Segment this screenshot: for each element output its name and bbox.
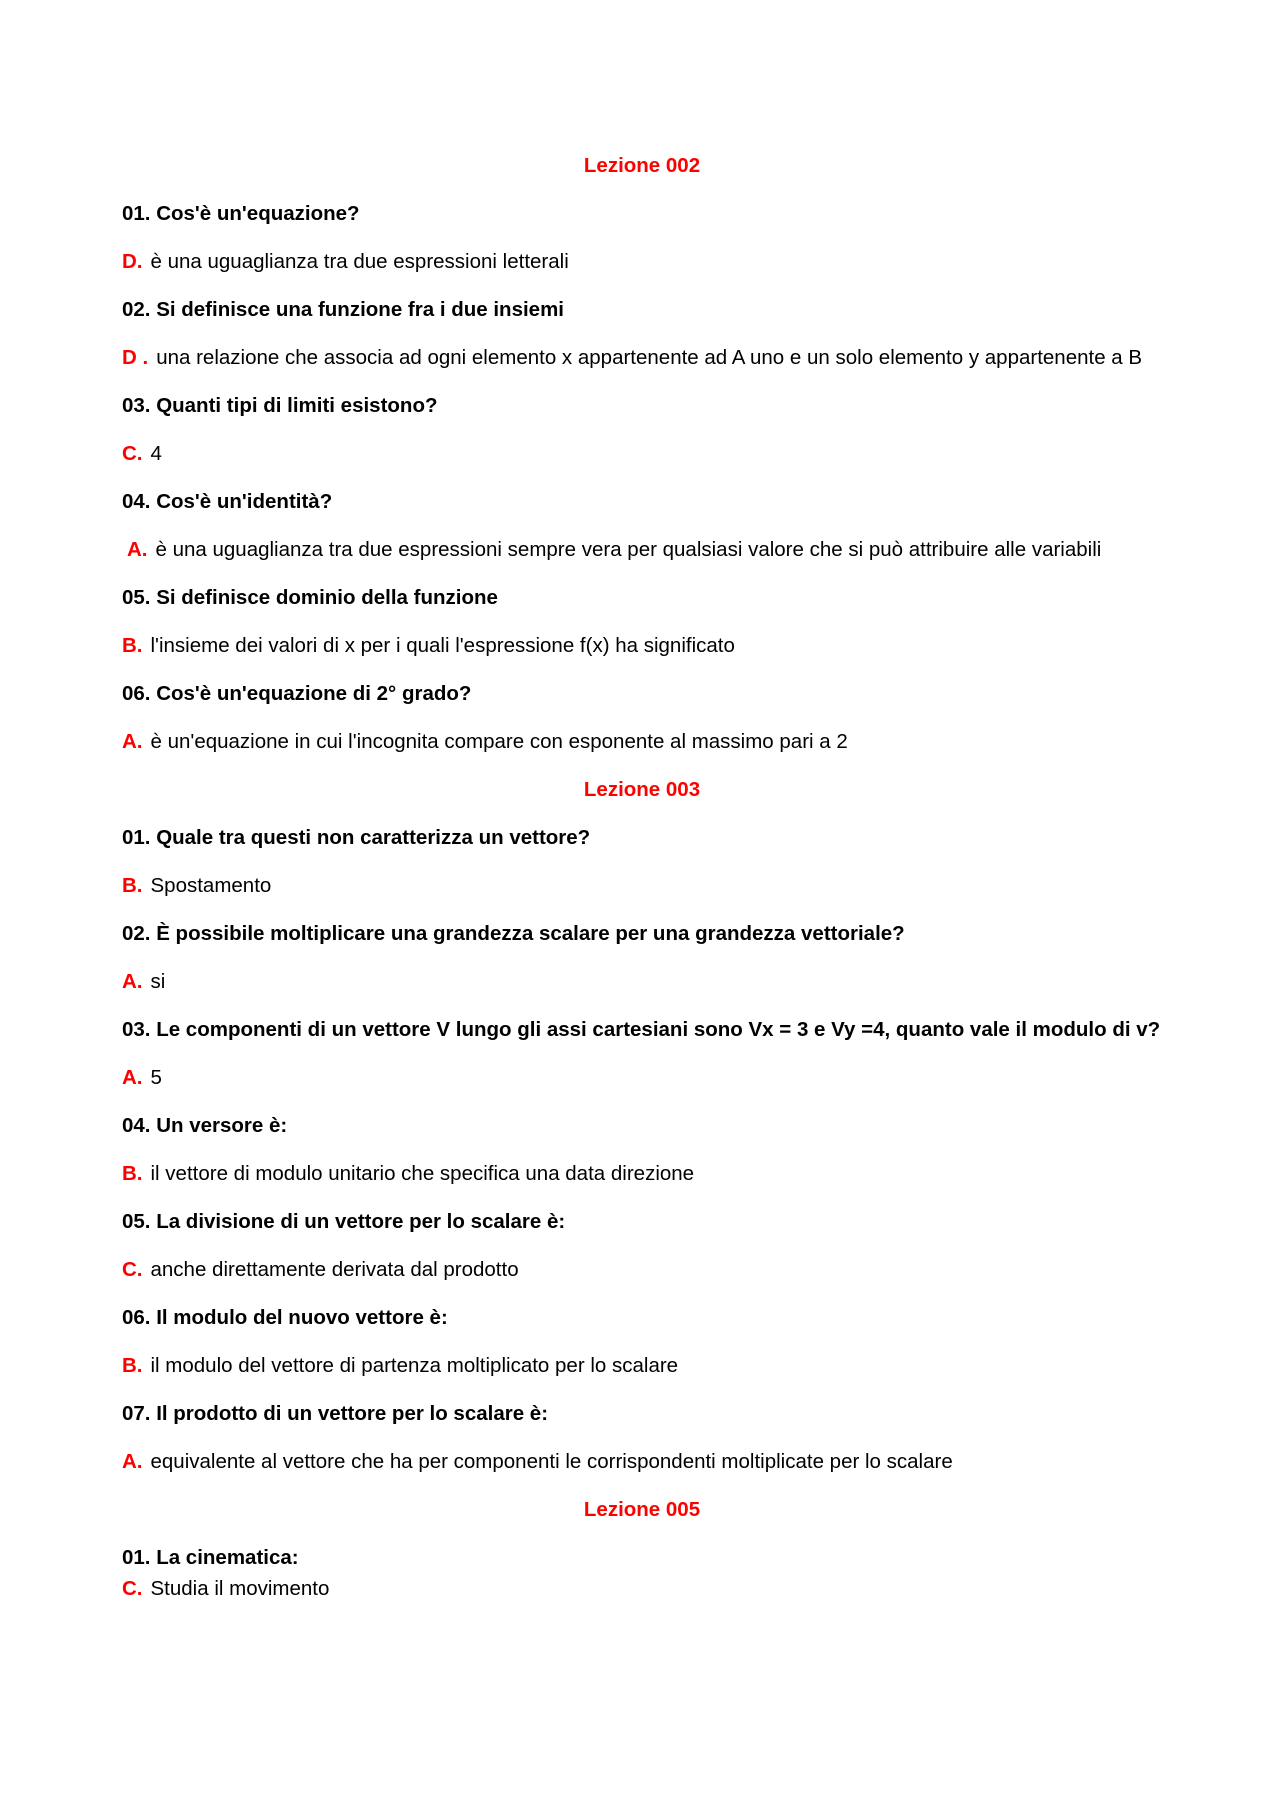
question: 06. Il modulo del nuovo vettore è: xyxy=(122,1306,448,1329)
answer xyxy=(122,1573,1162,1604)
answer xyxy=(122,966,1162,997)
answer-text: Spostamento xyxy=(150,874,272,897)
answer-letter: D. xyxy=(122,250,143,273)
question: 03. Quanti tipi di limiti esistono? xyxy=(122,394,438,417)
question: 05. La divisione di un vettore per lo scalare è: xyxy=(122,1210,566,1233)
answer-text: 4 xyxy=(150,442,162,465)
answer xyxy=(122,870,1162,901)
answer-text: è un'equazione in cui l'incognita compare con esponente al massimo pari a 2 xyxy=(150,730,848,753)
document-content xyxy=(122,150,1162,1621)
answer xyxy=(122,1446,1162,1477)
answer-letter: B. xyxy=(122,634,143,657)
answer xyxy=(122,1062,1162,1093)
lesson-title: Lezione 002 xyxy=(583,154,701,177)
answer-letter: B. xyxy=(122,874,143,897)
question: 01. Quale tra questi non caratterizza un vettore? xyxy=(122,826,591,849)
answer-text: 5 xyxy=(150,1066,162,1089)
answer-letter: D . xyxy=(122,346,149,369)
answer xyxy=(122,726,1162,757)
question: 01. La cinematica: xyxy=(122,1546,299,1569)
answer-text: il modulo del vettore di partenza moltiplicato per lo scalare xyxy=(150,1354,679,1377)
answer xyxy=(122,630,1162,661)
question: 07. Il prodotto di un vettore per lo scalare è: xyxy=(122,1402,549,1425)
answer xyxy=(122,1158,1162,1189)
lesson-title: Lezione 003 xyxy=(583,778,701,801)
answer-letter: A. xyxy=(122,1450,143,1473)
question: 04. Un versore è: xyxy=(122,1114,288,1137)
question: 04. Cos'è un'identità? xyxy=(122,490,333,513)
answer-letter: B. xyxy=(122,1354,143,1377)
answer-text: anche direttamente derivata dal prodotto xyxy=(150,1258,519,1281)
answer-text: si xyxy=(150,970,166,993)
answer xyxy=(122,534,1162,565)
answer-text: è una uguaglianza tra due espressioni sempre vera per qualsiasi valore che si può attribuire alle variabili xyxy=(155,538,1102,561)
answer xyxy=(122,342,1162,373)
answer-letter: C. xyxy=(122,1258,143,1281)
answer-text: equivalente al vettore che ha per componenti le corrispondenti moltiplicate per lo scalare xyxy=(150,1450,953,1473)
answer-text: è una uguaglianza tra due espressioni letterali xyxy=(150,250,569,273)
question: 05. Si definisce dominio della funzione xyxy=(122,586,498,609)
answer-text: una relazione che associa ad ogni elemento x appartenente ad A uno e un solo elemento y appartenente a B xyxy=(156,346,1143,369)
answer xyxy=(122,1350,1162,1381)
lesson-title: Lezione 005 xyxy=(583,1498,701,1521)
answer-letter: B. xyxy=(122,1162,143,1185)
answer xyxy=(122,1254,1162,1285)
answer-letter: A. xyxy=(122,970,143,993)
answer-letter: A. xyxy=(127,538,148,561)
answer xyxy=(122,246,1162,277)
answer-letter: A. xyxy=(122,730,143,753)
answer xyxy=(122,438,1162,469)
answer-letter: C. xyxy=(122,1577,143,1600)
question: 06. Cos'è un'equazione di 2° grado? xyxy=(122,682,472,705)
question: 02. Si definisce una funzione fra i due insiemi xyxy=(122,298,564,321)
answer-letter: C. xyxy=(122,442,143,465)
question: 03. Le componenti di un vettore V lungo gli assi cartesiani sono Vx = 3 e Vy =4, quanto vale il modulo di v? xyxy=(122,1018,1161,1041)
question: 02. È possibile moltiplicare una grandezza scalare per una grandezza vettoriale? xyxy=(122,922,905,945)
question: 01. Cos'è un'equazione? xyxy=(122,202,360,225)
answer-text: Studia il movimento xyxy=(150,1577,330,1600)
answer-text: l'insieme dei valori di x per i quali l'espressione f(x) ha significato xyxy=(150,634,735,657)
answer-text: il vettore di modulo unitario che specifica una data direzione xyxy=(150,1162,695,1185)
answer-letter: A. xyxy=(122,1066,143,1089)
